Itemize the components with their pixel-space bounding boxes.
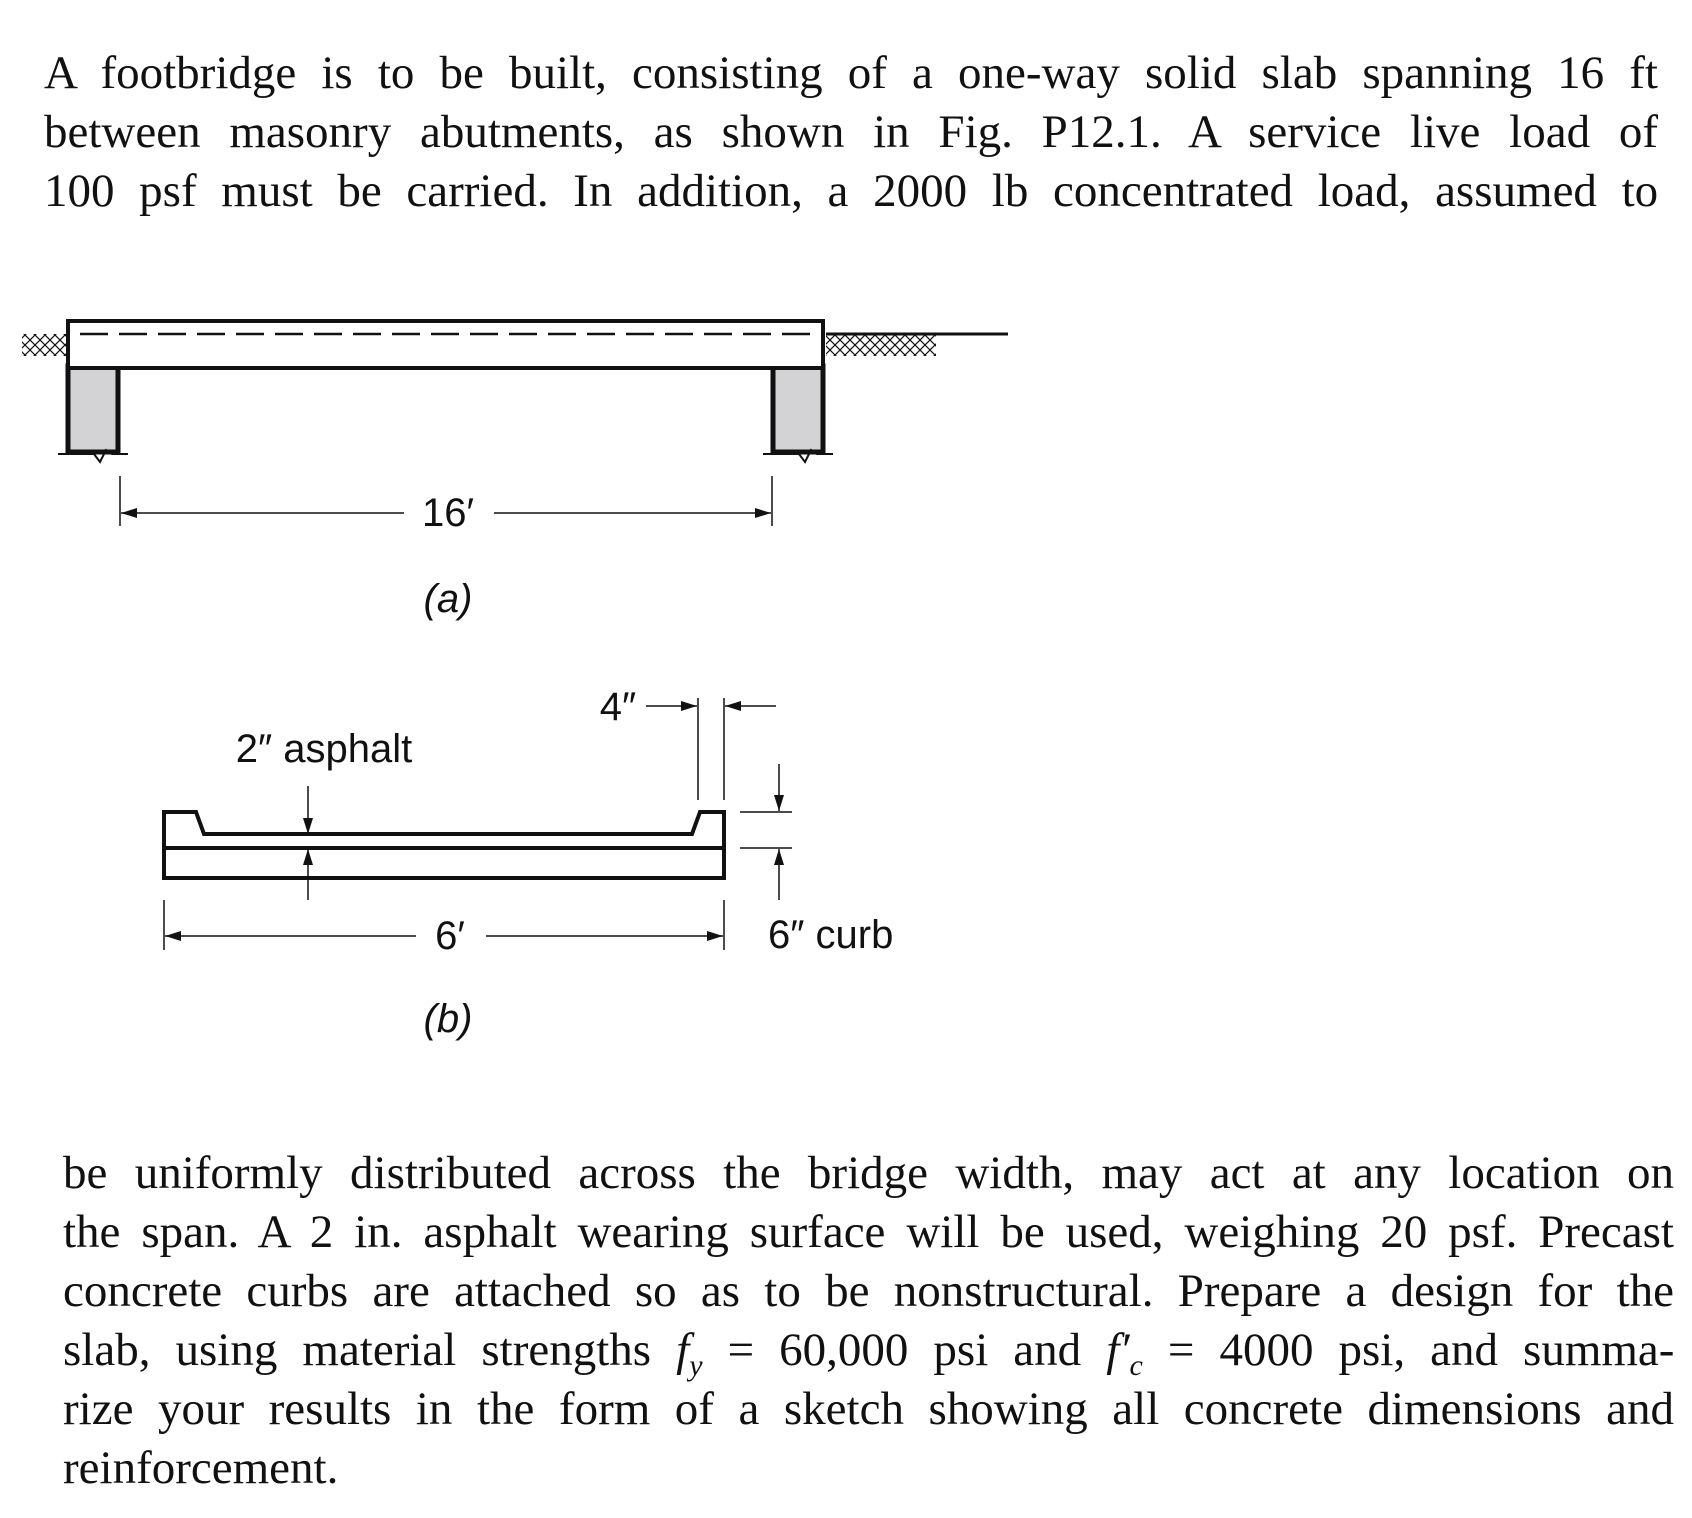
math-fy xyxy=(676,1324,703,1382)
text-line: A footbridge is to be built, consisting of a one-way solid slab spanning 16 ft xyxy=(44,47,1658,99)
math-symbol: f′ xyxy=(1106,1324,1130,1376)
figure-a-elevation xyxy=(22,321,1008,621)
abutment-right xyxy=(773,366,823,452)
text-segment: = 60,000 psi and xyxy=(727,1324,1082,1376)
math-subscript: y xyxy=(689,1349,703,1382)
text-line: be uniformly distributed across the bridge width, may act at any location on xyxy=(63,1147,1674,1199)
text-segment: slab, using material strengths xyxy=(63,1324,652,1376)
math-symbol: f xyxy=(676,1324,690,1376)
problem-text-bottom xyxy=(63,1144,1674,1498)
caption-a: (a) xyxy=(423,577,473,621)
width-label: 6′ xyxy=(435,914,465,958)
text-line: 100 psf must be carried. In addition, a 2000 lb concentrated load, assumed to xyxy=(44,165,1659,217)
text-line-with-math xyxy=(63,1321,1674,1380)
caption-b: (b) xyxy=(423,997,473,1041)
text-line: the span. A 2 in. asphalt wearing surface will be used, weighing 20 psf. Precast xyxy=(63,1206,1674,1258)
curb-width-label: 4″ xyxy=(599,685,637,729)
figure-b-cross-section xyxy=(164,685,893,1041)
text-line: concrete curbs are attached so as to be nonstructural. Prepare a design for the xyxy=(63,1265,1674,1317)
asphalt-label: 2″ asphalt xyxy=(235,727,413,771)
span-label: 16′ xyxy=(422,491,474,535)
curb-label: 6″ curb xyxy=(768,913,894,957)
text-line: between masonry abutments, as shown in Fig. P12.1. A service live load of xyxy=(44,106,1658,158)
ground-left-hatch xyxy=(22,334,66,356)
ground-right-hatch xyxy=(826,334,936,356)
slab-section xyxy=(164,812,724,878)
text-segment: = 4000 psi, and summa- xyxy=(1167,1324,1675,1376)
abutment-left xyxy=(68,366,118,452)
text-line: rize your results in the form of a sketch showing all concrete dimensions and xyxy=(63,1383,1674,1435)
text-line: reinforcement. xyxy=(63,1442,339,1494)
math-subscript: c xyxy=(1129,1349,1143,1382)
math-fc xyxy=(1106,1324,1143,1382)
slab xyxy=(68,321,823,368)
